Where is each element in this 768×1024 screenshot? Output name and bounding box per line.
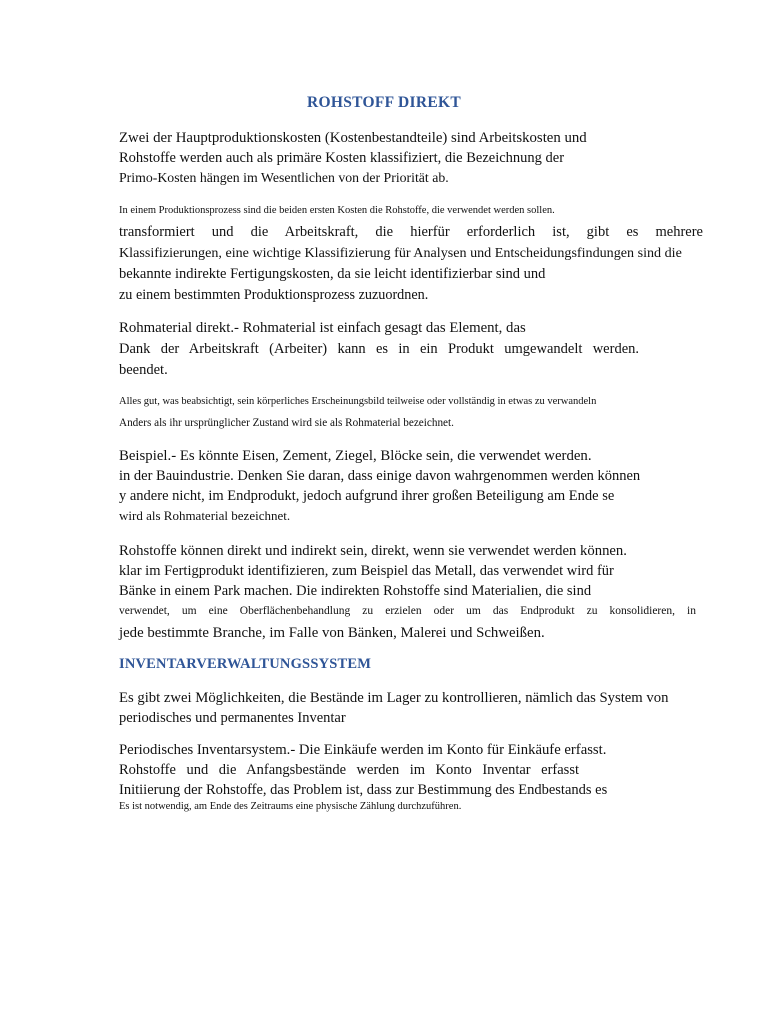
paragraph-8 bbox=[119, 740, 659, 814]
text-line: Zwei der Hauptproduktionskosten (Kostenbestandteile) sind Arbeitskosten und bbox=[119, 130, 587, 146]
text-line: Beispiel.- Es könnte Eisen, Zement, Ziegel, Blöcke sein, die verwendet werden. bbox=[119, 448, 592, 464]
text-line: Anders als ihr ursprünglicher Zustand wird sie als Rohmaterial bezeichnet. bbox=[119, 417, 454, 429]
text-line: wird als Rohmaterial bezeichnet. bbox=[119, 508, 291, 523]
text-line: jede bestimmte Branche, im Falle von Bänken, Malerei und Schweißen. bbox=[119, 625, 545, 641]
section-heading: INVENTARVERWALTUNGSSYSTEM bbox=[119, 656, 372, 672]
text-line: klar im Fertigprodukt identifizieren, zum Beispiel das Metall, das verwendet wird für bbox=[119, 563, 614, 579]
text-line: in der Bauindustrie. Denken Sie daran, dass einige davon wahrgenommen werden können bbox=[119, 468, 641, 484]
paragraph-7 bbox=[119, 688, 699, 728]
paragraph-6 bbox=[119, 541, 696, 645]
paragraph-3 bbox=[119, 317, 639, 381]
text-line: Rohmaterial direkt.- Rohmaterial ist einfach gesagt das Element, das bbox=[119, 320, 526, 336]
text-line: periodisches und permanentes Inventar bbox=[119, 710, 346, 726]
text-line: zu einem bestimmten Produktionsprozess zuzuordnen. bbox=[119, 287, 429, 303]
text-line: Rohstoffe können direkt und indirekt sein, direkt, wenn sie verwendet werden können. bbox=[119, 543, 627, 559]
paragraph-4 bbox=[119, 391, 665, 433]
text-line: transformiert und die Arbeitskraft, die hierfür erforderlich ist, gibt es mehrere bbox=[119, 224, 703, 240]
text-line: bekannte indirekte Fertigungskosten, da sie leicht identifizierbar sind und bbox=[119, 266, 546, 282]
text-line: verwendet, um eine Oberflächenbehandlung zu erzielen oder um das Endprodukt zu konsolidieren, in bbox=[119, 605, 696, 617]
text-line: Es gibt zwei Möglichkeiten, die Bestände im Lager zu kontrollieren, nämlich das System von bbox=[119, 690, 669, 706]
text-line: Rohstoffe und die Anfangsbestände werden im Konto Inventar erfasst bbox=[119, 762, 579, 778]
text-line: Primo-Kosten hängen im Wesentlichen von der Priorität ab. bbox=[119, 170, 449, 185]
text-line: Dank der Arbeitskraft (Arbeiter) kann es in ein Produkt umgewandelt werden. bbox=[119, 341, 639, 357]
text-line: Klassifizierungen, eine wichtige Klassifizierung für Analysen und Entscheidungsfindungen sind die bbox=[119, 245, 682, 261]
text-line: Periodisches Inventarsystem.- Die Einkäufe werden im Konto für Einkäufe erfasst. bbox=[119, 742, 607, 758]
paragraph-2 bbox=[119, 200, 703, 306]
document-title: ROHSTOFF DIREKT bbox=[307, 94, 461, 111]
paragraph-5 bbox=[119, 446, 699, 526]
text-line: Initiierung der Rohstoffe, das Problem ist, dass zur Bestimmung des Endbestands es bbox=[119, 782, 608, 798]
text-line: y andere nicht, im Endprodukt, jedoch aufgrund ihrer großen Beteiligung am Ende se bbox=[119, 488, 615, 504]
text-line: Es ist notwendig, am Ende des Zeitraums eine physische Zählung durchzuführen. bbox=[119, 801, 462, 812]
text-line: Alles gut, was beabsichtigt, sein körperliches Erscheinungsbild teilweise oder vollständig in etwas zu verwandeln bbox=[119, 396, 597, 407]
paragraph-1 bbox=[119, 128, 699, 188]
text-line: beendet. bbox=[119, 362, 168, 378]
text-line: Rohstoffe werden auch als primäre Kosten klassifiziert, die Bezeichnung der bbox=[119, 150, 565, 166]
text-line: Bänke in einem Park machen. Die indirekten Rohstoffe sind Materialien, die sind bbox=[119, 583, 592, 599]
text-line: In einem Produktionsprozess sind die beiden ersten Kosten die Rohstoffe, die verwendet werden sollen. bbox=[119, 205, 555, 216]
